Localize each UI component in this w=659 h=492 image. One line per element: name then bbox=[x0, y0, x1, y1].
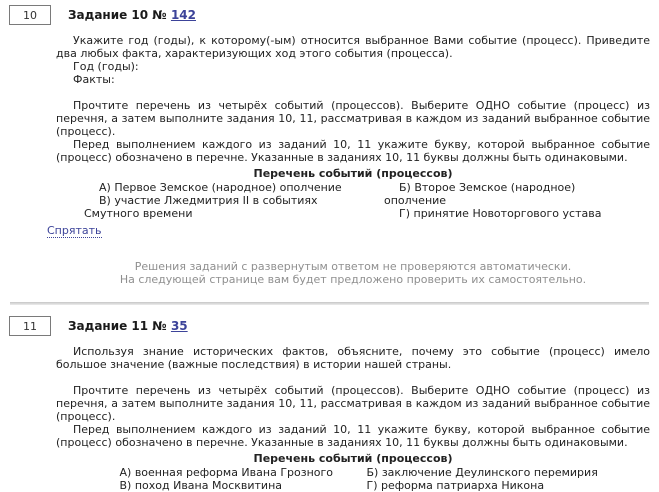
task-id-link[interactable]: 35 bbox=[170, 318, 188, 333]
events-columns bbox=[56, 181, 650, 220]
task-10-body bbox=[56, 34, 650, 220]
hide-solution-link[interactable]: Спрятать bbox=[47, 224, 102, 237]
events-column-right bbox=[384, 181, 622, 220]
event-option-v: В) поход Ивана Москвитина bbox=[119, 479, 283, 492]
event-option-a: А) военная реформа Ивана Грозного bbox=[119, 466, 334, 479]
task-section-10 bbox=[9, 5, 650, 286]
event-option-b: Б) заключение Деулинского перемирия bbox=[366, 466, 598, 479]
instruction-paragraph-1: Прочтите перечень из четырёх событий (процессов). Выберите ОДНО событие (процесс) из перечня, а затем выполните задания 10, 11, рассматривая в каждом из заданий выбранное событие (процесс). bbox=[56, 384, 650, 423]
instruction-paragraph-1: Прочтите перечень из четырёх событий (процессов). Выберите ОДНО событие (процесс) из перечня, а затем выполните задания 10, 11, рассматривая в каждом из заданий выбранное событие (процесс). bbox=[56, 99, 650, 138]
event-option-g: Г) принятие Новоторгового устава bbox=[399, 207, 602, 220]
task-intro-paragraph: Используя знание исторических фактов, объясните, почему это событие (процесс) имело большое значение (важные последствия) в истории нашей страны. bbox=[56, 345, 650, 371]
events-list-title: Перечень событий (процессов) bbox=[253, 452, 453, 465]
task-title-text: Задание 10 № bbox=[68, 7, 167, 22]
auto-check-notice-line-2: На следующей странице вам будет предложено проверить их самостоятельно. bbox=[119, 273, 587, 286]
auto-check-notice bbox=[56, 260, 650, 286]
task-section-11 bbox=[9, 316, 650, 492]
task-title bbox=[68, 9, 196, 22]
task-title-text: Задание 11 № bbox=[68, 318, 167, 333]
event-option-a: А) Первое Земское (народное) ополчение bbox=[99, 181, 342, 194]
task-number-box: 11 bbox=[9, 316, 51, 336]
events-list bbox=[56, 167, 650, 220]
event-option-v: В) участие Лжедмитрия II в событиях Смутного времени bbox=[84, 194, 318, 220]
event-option-b: Б) Второе Земское (народное) ополчение bbox=[384, 181, 576, 207]
task-intro-paragraph: Укажите год (годы), к которому(-ым) относится выбранное Вами событие (процесс). Приведите два любых факта, характеризующих ход этого события (процесса). bbox=[56, 34, 650, 60]
events-list-title: Перечень событий (процессов) bbox=[253, 167, 453, 180]
auto-check-notice-line-1: Решения заданий с развернутым ответом не проверяются автоматически. bbox=[134, 260, 572, 273]
events-column-right bbox=[352, 466, 602, 492]
events-column-left bbox=[84, 181, 372, 220]
events-column-left bbox=[105, 466, 340, 492]
instruction-paragraph-2: Перед выполнением каждого из заданий 10, 11 укажите букву, которой выбранное событие (процесс) обозначено в перечне. Указанные в заданиях 10, 11 буквы должны быть одинаковыми. bbox=[56, 423, 650, 449]
task-divider bbox=[10, 302, 649, 305]
instruction-paragraph-2: Перед выполнением каждого из заданий 10, 11 укажите букву, которой выбранное событие (процесс) обозначено в перечне. Указанные в заданиях 10, 11 буквы должны быть одинаковыми. bbox=[56, 138, 650, 164]
task-11-header bbox=[9, 316, 650, 336]
facts-label: Факты: bbox=[73, 73, 115, 86]
events-list bbox=[56, 452, 650, 492]
task-title bbox=[68, 320, 188, 333]
events-columns bbox=[56, 466, 650, 492]
task-11-body bbox=[56, 345, 650, 492]
task-number-box: 10 bbox=[9, 5, 51, 25]
year-label: Год (годы): bbox=[73, 60, 139, 73]
task-id-link[interactable]: 142 bbox=[170, 7, 196, 22]
task-10-header bbox=[9, 5, 650, 25]
event-option-g: Г) реформа патриарха Никона bbox=[366, 479, 545, 492]
